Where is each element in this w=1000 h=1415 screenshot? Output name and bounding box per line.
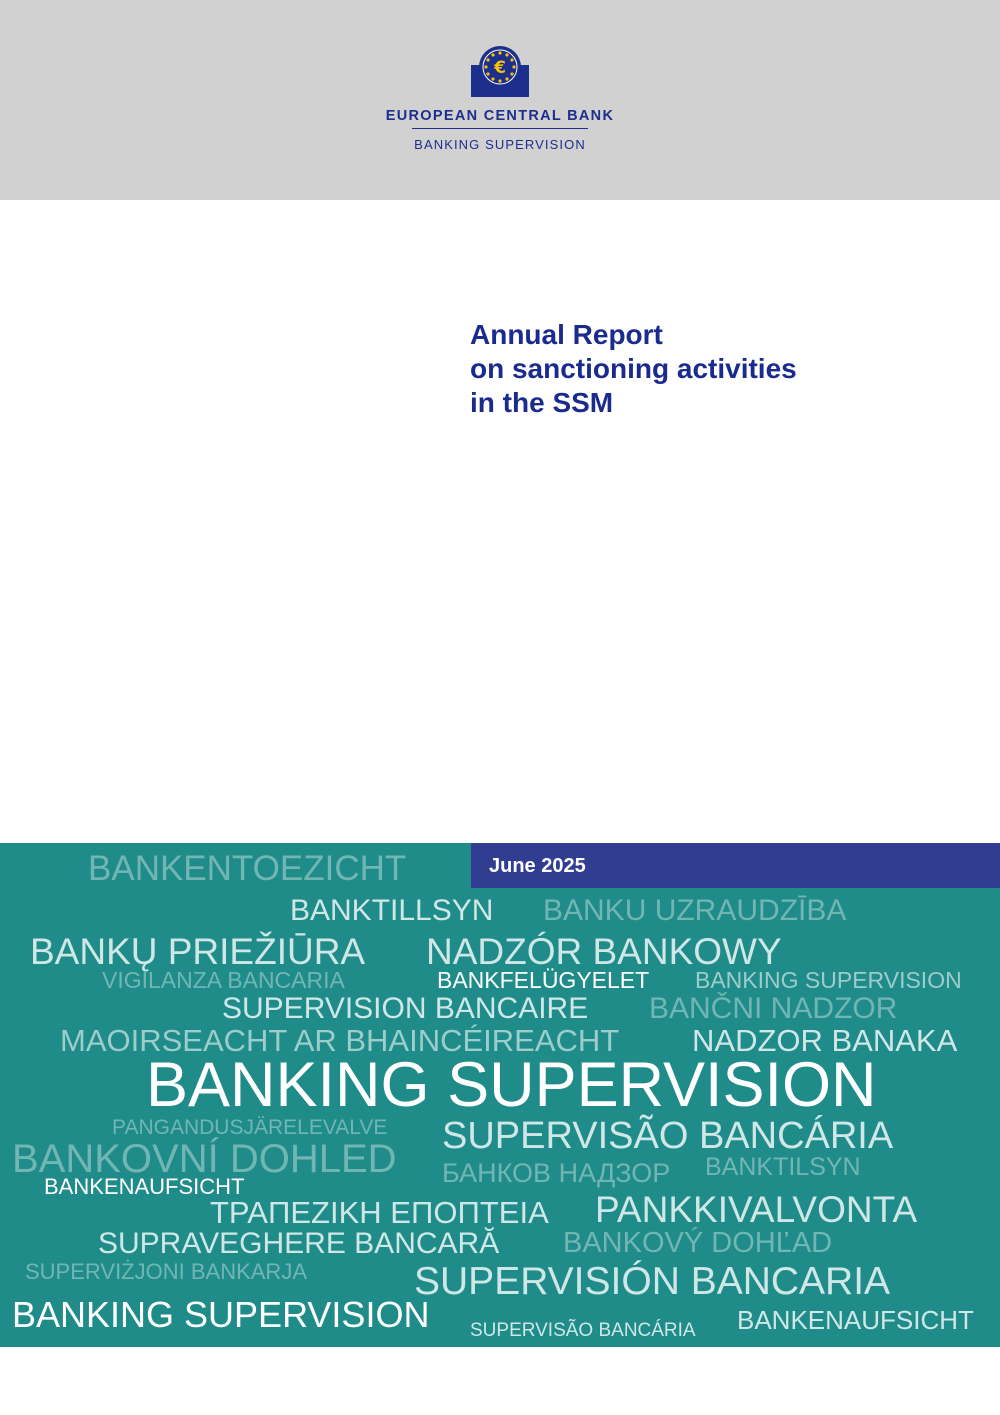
org-name: EUROPEAN CENTRAL BANK [385, 108, 615, 124]
word-cloud-word: SUPERVISÃO BANCÁRIA [442, 1115, 894, 1157]
word-cloud-word: BANKTILLSYN [290, 894, 494, 927]
word-cloud-word: BANKOVÝ DOHĽAD [563, 1227, 833, 1259]
word-cloud-word: BANKU UZRAUDZĪBA [543, 894, 847, 927]
org-subtitle: BANKING SUPERVISION [414, 137, 586, 152]
word-cloud-word: BANKING SUPERVISION [146, 1050, 877, 1120]
word-cloud-word: SUPRAVEGHERE BANCARĂ [98, 1227, 500, 1260]
org-divider [412, 128, 588, 129]
word-cloud-word: MAOIRSEACHT AR BHAINCÉIREACHT [60, 1023, 620, 1058]
cover-header [0, 0, 1000, 200]
word-cloud-word: BANKTILSYN [705, 1153, 861, 1181]
title-line-3: in the SSM [470, 387, 614, 418]
word-cloud-word: BANKOVNÍ DOHLED [12, 1137, 397, 1181]
word-cloud-word: БАНКОВ НАДЗОР [442, 1158, 671, 1188]
word-cloud-word: BANKING SUPERVISION [695, 967, 962, 993]
word-cloud-word: PANGANDUSJÄRELEVALVE [112, 1116, 388, 1139]
word-cloud-word: PANKKIVALVONTA [595, 1189, 918, 1230]
date-banner [471, 843, 1000, 888]
publication-date: June 2025 [489, 855, 586, 877]
title-line-2: on sanctioning activities [470, 353, 797, 384]
svg-text:€: € [494, 58, 506, 78]
word-cloud-word: SUPERVISÃO BANCÁRIA [470, 1320, 696, 1341]
word-cloud-word: SUPERVISIÓN BANCARIA [414, 1260, 891, 1303]
word-cloud-word: NADZOR BANAKA [692, 1023, 958, 1058]
word-cloud-word: BANKFELÜGYELET [437, 967, 650, 993]
word-cloud-band [0, 843, 1000, 1347]
word-cloud-word: VIGILANZA BANCARIA [102, 967, 345, 993]
word-cloud-word: SUPERVISION BANCAIRE [222, 992, 589, 1025]
word-cloud-word: ΤΡΑΠΕΖΙΚΗ ΕΠΟΠΤΕΙΑ [210, 1195, 549, 1230]
word-cloud-word: BANKENAUFSICHT [737, 1305, 974, 1335]
word-cloud-word: BANKING SUPERVISION [12, 1294, 430, 1335]
ecb-euro-logo-icon [471, 45, 529, 97]
title-line-1: Annual Report [470, 319, 663, 350]
word-cloud-word: SUPERVIŻJONI BANKARJA [25, 1259, 307, 1284]
word-cloud-word: NADZÓR BANKOWY [426, 931, 782, 972]
report-title [470, 318, 990, 420]
word-cloud-word: BANČNI NADZOR [649, 992, 898, 1025]
word-cloud-word: BANKENTOEZICHT [88, 849, 407, 888]
word-cloud-word: BANKŲ PRIEŽIŪRA [30, 931, 366, 972]
word-cloud-word: BANKENAUFSICHT [44, 1174, 245, 1199]
